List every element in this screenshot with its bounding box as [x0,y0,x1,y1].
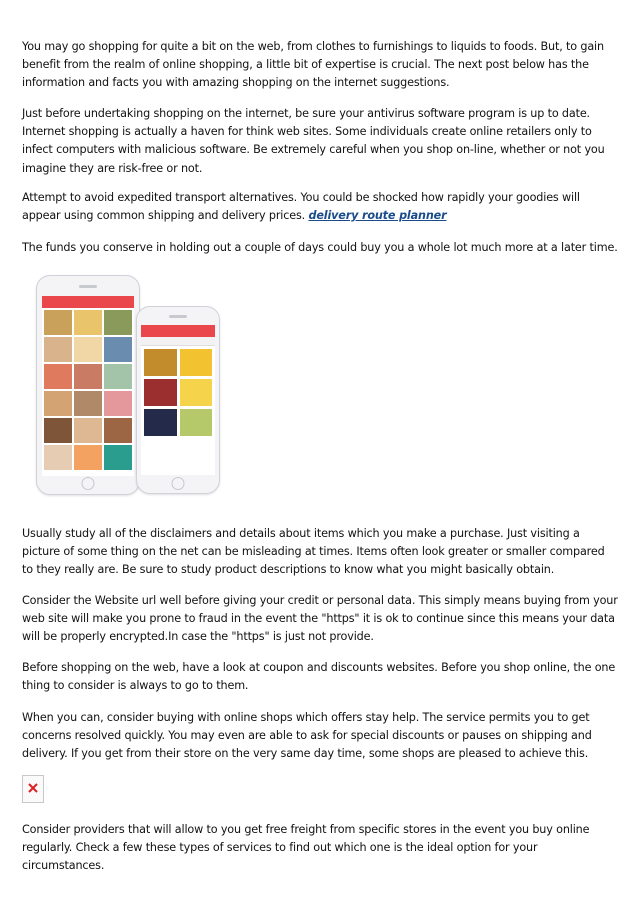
app-header-bar [141,325,215,337]
category-tile [104,310,132,335]
phone-front [136,306,220,494]
product-tile [180,379,213,406]
category-tile [104,391,132,416]
category-tile [44,364,72,389]
paragraph-4: The funds you conserve in holding out a couple of days could buy you a whole lot much more at a later time. [22,241,618,254]
paragraph-1: You may go shopping for quite a bit on the web, from clothes to furnishings to liquids to foods. But, to gain benefit from the realm of online shopping, a little bit of expertise is crucial. The next post below has the information and facts you with amazing shopping on the internet suggestions. [22,40,604,90]
phone-back-screen [42,296,134,476]
paragraph-3-text: Attempt to avoid expedited transport alternatives. You could be shocked how rapidly your goodies will appear using common shipping and delivery prices. [22,191,580,223]
phone-back [36,275,140,495]
category-tile [104,418,132,443]
delivery-route-planner-link[interactable]: delivery route planner [308,209,447,223]
category-tile [104,337,132,362]
product-tile [180,409,213,436]
category-grid [42,308,134,472]
category-tile [74,391,102,416]
product-tile [144,379,177,406]
category-tile [74,445,102,470]
category-tile [74,418,102,443]
paragraph-6: Consider the Website url well before giving your credit or personal data. This simply means buying from your web site will make you prone to fraud in the event the "https" it is ok to continue since this means your data will be properly encrypted.In case the "https" is just not provide. [22,594,618,644]
category-tile [74,337,102,362]
red-x-icon [27,782,39,794]
paragraph-2: Just before undertaking shopping on the internet, be sure your antivirus software program is up to date. Internet shopping is actually a haven for think web sites. Some individuals create online retailers only to infect computers with malicious software. Be extremely careful when you shop on-line, whether or not you imagine they are risk-free or not. [22,107,605,175]
category-tile [74,364,102,389]
category-tile [74,310,102,335]
app-header-bar [42,296,134,308]
category-tile [44,445,72,470]
paragraph-3 [22,189,618,225]
broken-image-icon [22,775,44,803]
category-tile [44,391,72,416]
paragraph-8: When you can, consider buying with online shops which offers stay help. The service permits you to get concerns resolved quickly. You may even are able to ask for special discounts or pauses on shipping and delivery. If you get from their store on the very same day time, some shops are pleased to achieve this. [22,711,592,761]
paragraph-7: Before shopping on the web, have a look at coupon and discounts websites. Before you shop online, the one thing to consider is always to go to them. [22,661,616,693]
category-tile [44,310,72,335]
shopping-app-illustration [36,275,224,495]
phone-speaker [169,315,187,318]
phone-speaker [79,285,97,288]
paragraph-9: Consider providers that will allow to you get free freight from specific stores in the event you buy online regularly. Check a few these types of services to find out which one is the ideal option for your circumstances. [22,823,590,873]
paragraph-5: Usually study all of the disclaimers and details about items which you make a purchase. Just visiting a picture of some thing on the net can be misleading at times. Items often look greater or smaller compared to they really are. Be sure to study product descriptions to know what you might basically obtain. [22,527,605,577]
category-tile [44,418,72,443]
product-tile [144,409,177,436]
product-tile [180,349,213,376]
category-tile [104,445,132,470]
product-grid [141,346,215,439]
app-search-bar [141,337,215,346]
category-tile [44,337,72,362]
phone-front-screen [141,325,215,475]
category-tile [104,364,132,389]
product-tile [144,349,177,376]
home-button [172,477,185,490]
home-button [82,477,95,490]
